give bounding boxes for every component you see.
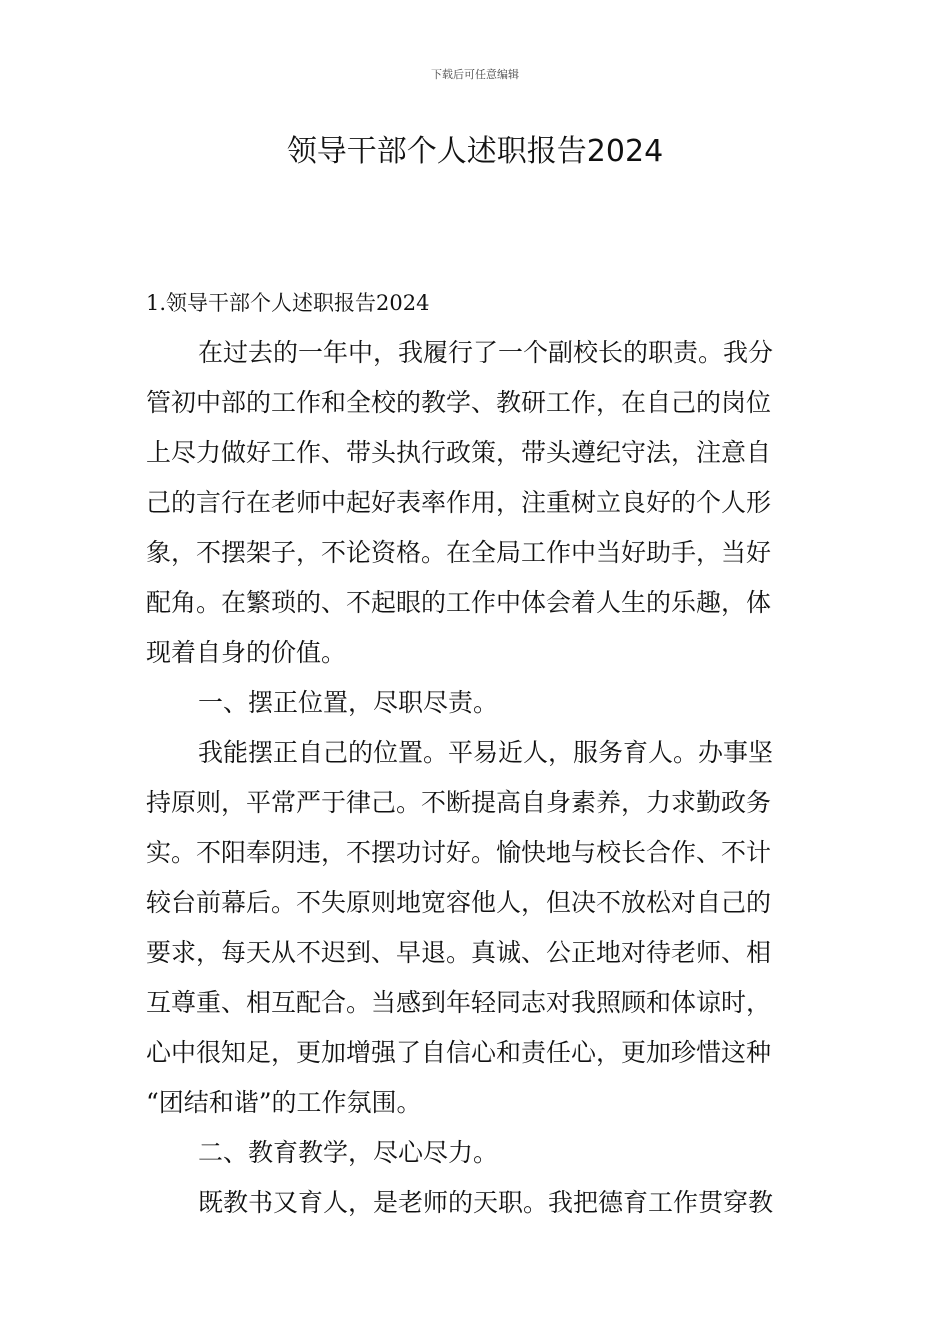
subheading-line: 一、摆正位置，尽职尽责。	[198, 688, 499, 717]
paragraph-line: 持原则，平常严于律己。不断提高自身素养，力求勤政务	[146, 788, 772, 817]
document-body	[146, 278, 808, 1228]
paragraph-line: 己的言行在老师中起好表率作用，注重树立良好的个人形	[146, 488, 772, 517]
paragraph-line: 管初中部的工作和全校的教学、教研工作，在自己的岗位	[146, 388, 772, 417]
document-title: 领导干部个人述职报告2024	[286, 134, 664, 169]
paragraph-line: 我能摆正自己的位置。平易近人，服务育人。办事坚	[198, 738, 774, 767]
header-note: 下载后可任意编辑	[431, 68, 519, 81]
paragraph-line: 象，不摆架子，不论资格。在全局工作中当好助手，当好	[146, 538, 772, 567]
paragraph-line: 现着自身的价值。	[146, 638, 347, 667]
paragraph-line: 较台前幕后。不失原则地宽容他人，但决不放松对自己的	[146, 888, 772, 917]
paragraph-line: 既教书又育人，是老师的天职。我把德育工作贯穿教	[198, 1188, 774, 1217]
paragraph-line: 上尽力做好工作、带头执行政策，带头遵纪守法，注意自	[146, 438, 772, 467]
paragraph-line: 配角。在繁琐的、不起眼的工作中体会着人生的乐趣，体	[146, 588, 772, 617]
paragraph-line: “团结和谐”的工作氛围。	[146, 1088, 422, 1117]
paragraph-line: 互尊重、相互配合。当感到年轻同志对我照顾和体谅时，	[146, 988, 772, 1017]
paragraph-line: 实。不阳奉阴违，不摆功讨好。愉快地与校长合作、不计	[146, 838, 772, 867]
paragraph-line: 要求，每天从不迟到、早退。真诚、公正地对待老师、相	[146, 938, 772, 967]
paragraph-line: 心中很知足，更加增强了自信心和责任心，更加珍惜这种	[146, 1038, 772, 1067]
paragraph-line: 在过去的一年中，我履行了一个副校长的职责。我分	[198, 338, 774, 367]
subheading-line: 二、教育教学，尽心尽力。	[198, 1138, 499, 1167]
section-heading: 1.领导干部个人述职报告2024	[146, 291, 430, 315]
